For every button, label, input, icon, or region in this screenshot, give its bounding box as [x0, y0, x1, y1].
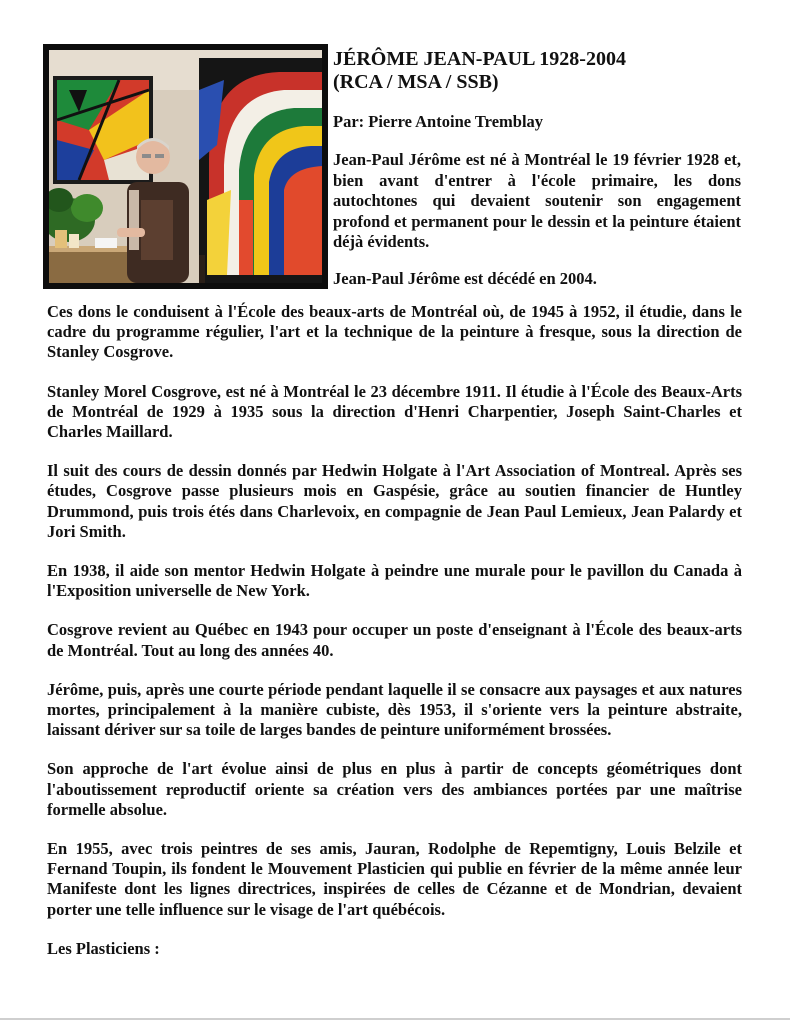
body-paragraph-8: En 1955, avec trois peintres de ses amis, Jauran, Rodolphe de Repemtigny, Louis Belzile et Fernand Toupin, ils fondent le Mouvement Plasticien qui publie en février de la même année leur Manifeste dont les lignes directrices, inspirées de celles de Cézanne et de Mondrian, devaient porter une telle influence sur le visage de l'art québécois.	[47, 839, 742, 919]
artist-photo	[43, 44, 328, 289]
article-title: JÉRÔME JEAN-PAUL 1928-2004	[333, 48, 626, 70]
body-paragraph-3: Il suit des cours de dessin donnés par Hedwin Holgate à l'Art Association of Montreal. Après ses études, Cosgrove passe plusieurs mois en Gaspésie, grâce au soutien financier de Huntley Drummond, puis trois étés dans Charlevoix, en compagnie de Jean Paul Lemieux, Jean Palardy et Jori Smith.	[47, 461, 742, 541]
left-painting	[53, 76, 153, 184]
article-header	[333, 48, 741, 289]
intro-paragraph: Jean-Paul Jérôme est né à Montréal le 19 février 1928 et, bien avant d'entrer à l'école primaire, les dons autochtones qui devaient soutenir son engagement profond et permanent pour le dessin et la peinture étaient déjà évidents.	[333, 150, 741, 251]
body-paragraph-2: Stanley Morel Cosgrove, est né à Montréal le 23 décembre 1911. Il étudie à l'École des Beaux-Arts de Montréal de 1929 à 1935 sous la direction d'Henri Charpentier, Joseph Saint-Charles et Charles Maillard.	[47, 381, 742, 442]
article-body	[47, 302, 742, 959]
artist-photo-image	[49, 50, 322, 283]
article-subtitle: (RCA / MSA / SSB)	[333, 71, 499, 93]
body-paragraph-1: Ces dons le conduisent à l'École des beaux-arts de Montréal où, de 1945 à 1952, il étudie, dans le cadre du programme régulier, l'art et la technique de la peinture à fresque, sous la direction de Stanley Cosgrove.	[47, 302, 742, 362]
article-author: Par: Pierre Antoine Tremblay	[333, 112, 544, 131]
page-bottom-rule	[0, 1018, 790, 1020]
artist-photo-frame	[49, 50, 322, 283]
closing-heading: Les Plasticiens :	[47, 938, 160, 958]
body-paragraph-6: Jérôme, puis, après une courte période pendant laquelle il se consacre aux paysages et aux natures mortes, principalement à la manière cubiste, dès 1953, il s'oriente vers la peinture abstraite, laissant dériver sur sa toile de larges bandes de peinture uniformément brossées.	[47, 679, 742, 740]
right-painting	[199, 58, 322, 283]
death-note: Jean-Paul Jérôme est décédé en 2004.	[333, 268, 597, 288]
body-paragraph-4: En 1938, il aide son mentor Hedwin Holgate à peindre une murale pour le pavillon du Canada à l'Exposition universelle de New York.	[47, 561, 742, 601]
body-paragraph-5: Cosgrove revient au Québec en 1943 pour occuper un poste d'enseignant à l'École des beaux-arts de Montréal. Tout au long des années 40.	[47, 620, 742, 660]
body-paragraph-7: Son approche de l'art évolue ainsi de plus en plus à partir de concepts géométriques dont l'aboutissement reproductif oriente sa création vers des ambiances portées par une maîtrise formelle absolue.	[47, 759, 742, 819]
